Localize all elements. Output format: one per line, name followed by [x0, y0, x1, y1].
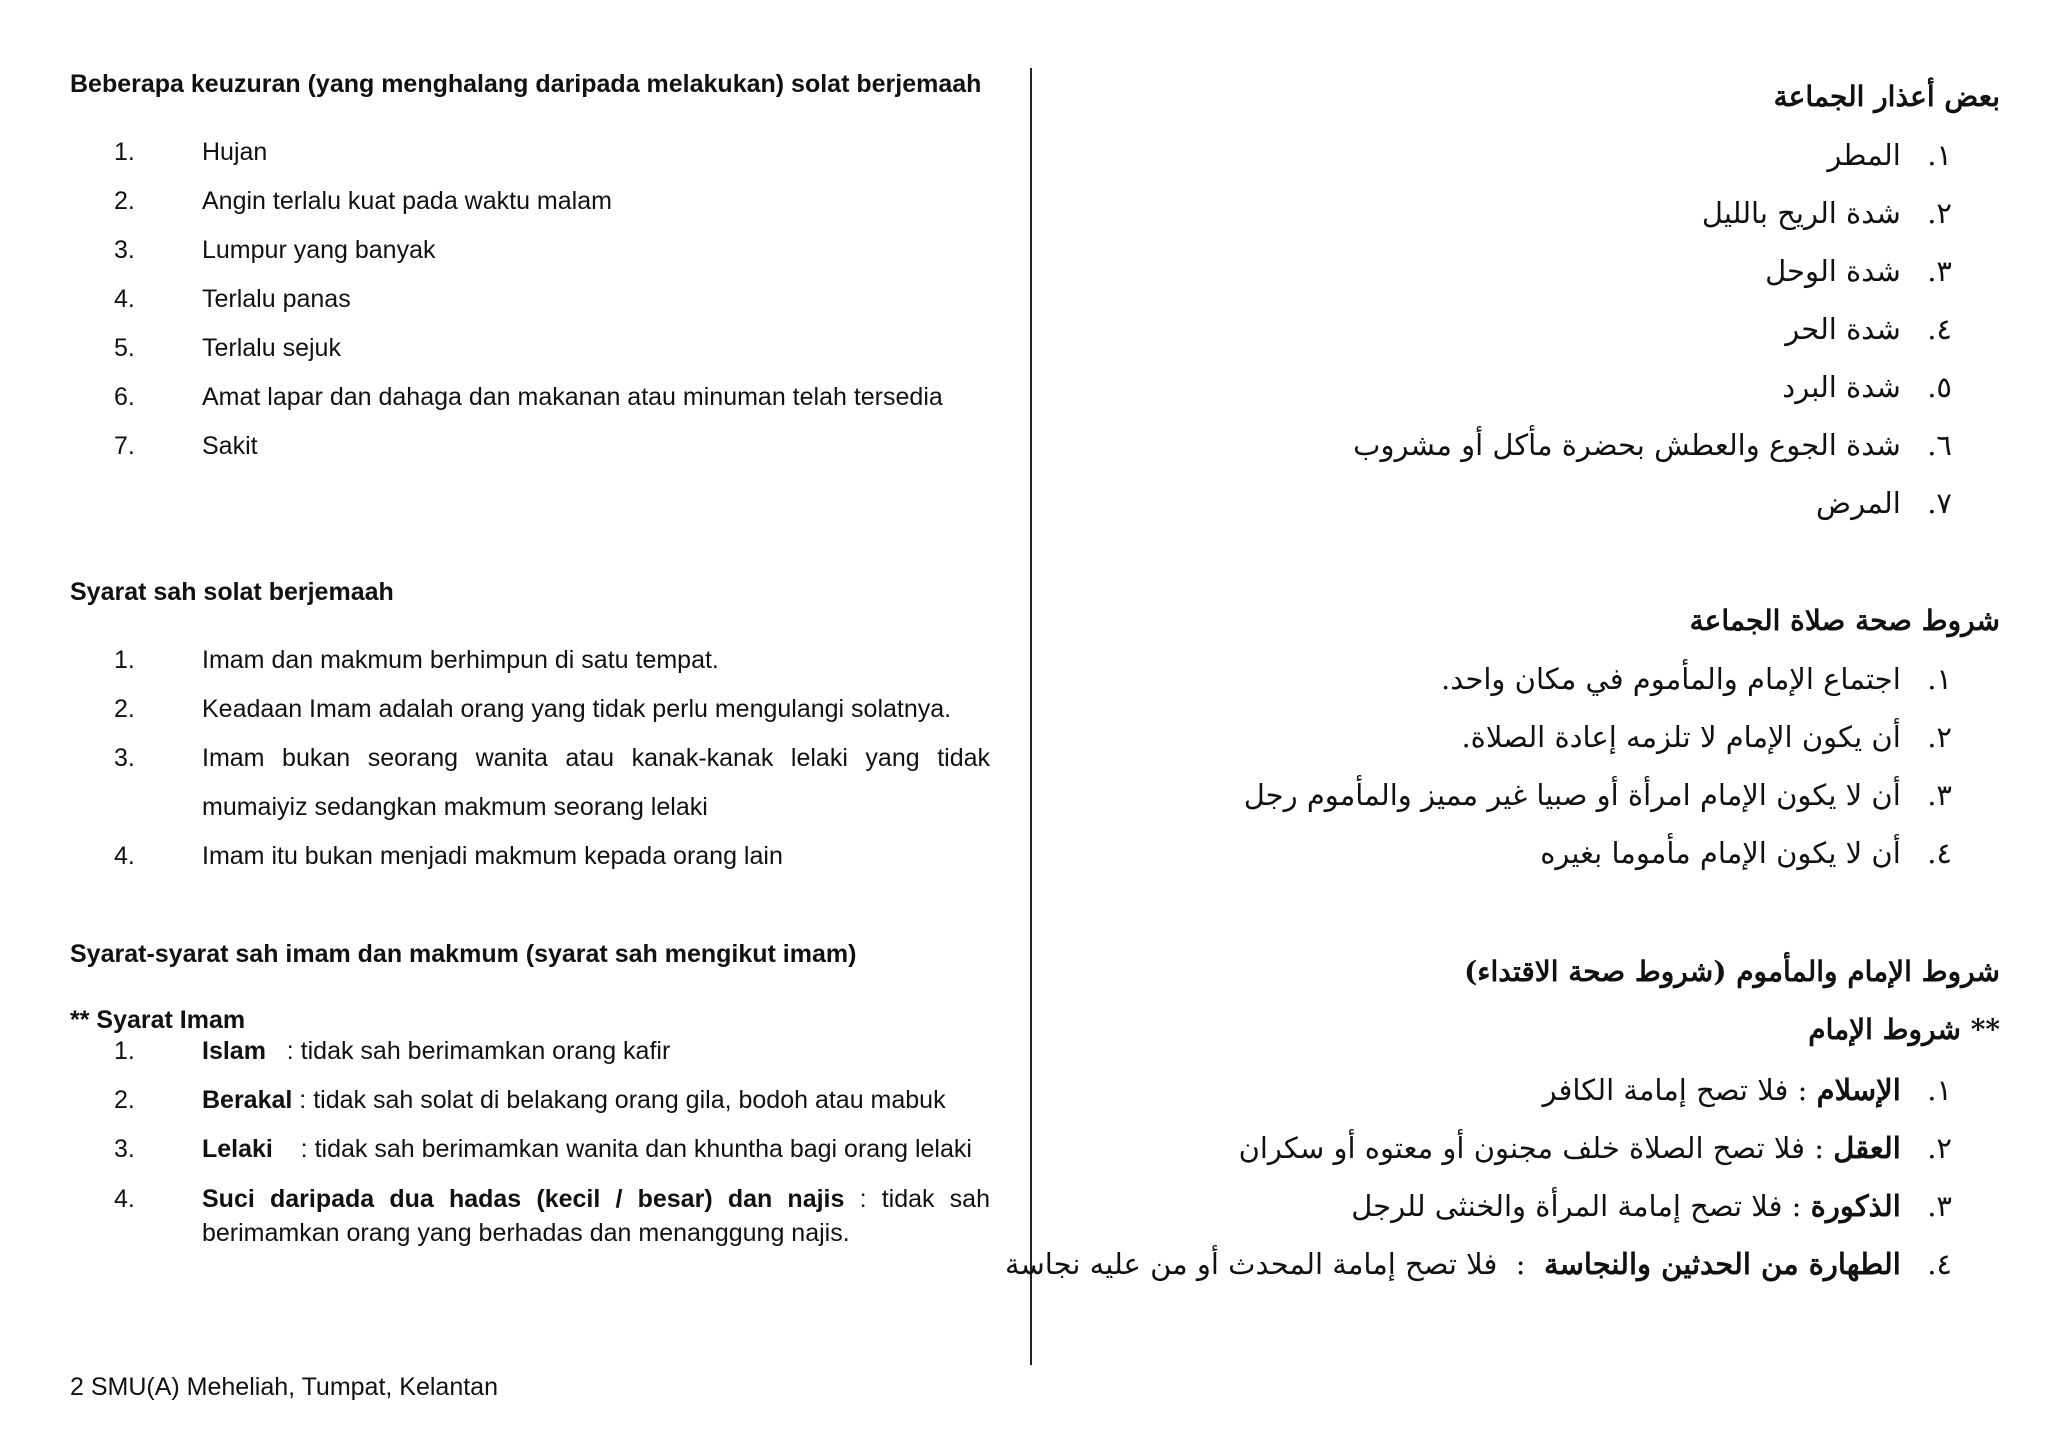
item-number: 7. [114, 432, 135, 460]
item-number: 2. [114, 187, 135, 215]
column-divider [1030, 68, 1032, 1365]
list-item [1782, 370, 1952, 404]
arabic-section3-subtitle: ** شروط الإمام [1808, 1013, 2000, 1046]
item-number: 4. [114, 285, 135, 313]
item-separator: : [265, 1037, 301, 1065]
item-text: شدة الوحل [1765, 254, 1901, 288]
item-number: 3. [114, 236, 135, 264]
item-text: Terlalu panas [202, 285, 351, 313]
malay-section2-title: Syarat sah solat berjemaah [70, 578, 394, 606]
item-number: 6. [114, 383, 135, 411]
item-description: tidak sah berimamkan wanita dan khuntha bagi orang lelaki [314, 1135, 972, 1163]
item-text: Lumpur yang banyak [202, 236, 436, 264]
item-number: 4. [114, 842, 135, 870]
list-item [1702, 196, 1952, 230]
item-separator: : [1497, 1247, 1545, 1281]
item-text [202, 1027, 990, 1076]
item-text: Keadaan Imam adalah orang yang tidak perlu mengulangi solatnya. [202, 695, 952, 723]
item-number: 5. [114, 334, 135, 362]
list-item [1540, 836, 1952, 870]
item-text [202, 1076, 990, 1125]
item-number: ٣. [1927, 1189, 1952, 1223]
item-text: أن يكون الإمام لا تلزمه إعادة الصلاة. [1461, 720, 1901, 754]
item-text: Imam itu bukan menjadi makmum kepada orang lain [202, 842, 783, 870]
item-term: Suci daripada dua hadas (kecil / besar) dan najis [202, 1185, 845, 1213]
item-text: Terlalu sejuk [202, 334, 341, 362]
item-text: Imam bukan seorang wanita atau kanak-kanak lelaki yang tidak mumaiyiz sedangkan makmum seorang lelaki [202, 744, 990, 821]
item-separator: : [844, 1185, 882, 1213]
item-number: 2. [114, 695, 135, 723]
item-number: ٧. [1927, 486, 1952, 520]
item-term: Islam [202, 1037, 266, 1065]
item-separator: : [1788, 1073, 1817, 1107]
item-description: tidak sah berimamkan orang yang berhadas dan menanggung najis. [202, 1185, 990, 1247]
item-separator: : [1782, 1189, 1811, 1223]
item-number: ١. [1927, 1073, 1952, 1107]
item-text: Angin terlalu kuat pada waktu malam [202, 187, 612, 215]
item-description: فلا تصح إمامة الكافر [1542, 1073, 1789, 1107]
item-number: 1. [114, 138, 135, 166]
item-description: tidak sah berimamkan orang kafir [300, 1037, 671, 1065]
item-number: 1. [114, 646, 135, 674]
item-number: ٤. [1927, 1247, 1952, 1281]
list-item [1785, 312, 1952, 346]
arabic-section2-title: شروط صحة صلاة الجماعة [1689, 604, 2000, 637]
item-term: Lelaki [202, 1135, 273, 1163]
item-number: ٢. [1927, 720, 1952, 754]
item-text: شدة الحر [1785, 312, 1901, 346]
item-number: ١. [1927, 138, 1952, 172]
item-number: ٢. [1927, 1131, 1952, 1165]
item-text: المطر [1827, 138, 1901, 172]
item-text: المرض [1816, 486, 1901, 520]
item-text: Imam dan makmum berhimpun di satu tempat. [202, 646, 719, 674]
item-text: أن لا يكون الإمام مأموما بغيره [1540, 836, 1901, 870]
arabic-section1-title: بعض أعذار الجماعة [1773, 80, 2000, 113]
arabic-section3-title: شروط الإمام والمأموم (شروط صحة الاقتداء) [1464, 955, 2000, 988]
item-term: الذكورة [1810, 1189, 1901, 1223]
item-separator: : [292, 1086, 314, 1114]
item-text: أن لا يكون الإمام امرأة أو صبيا غير مميز والمأموم رجل [1243, 778, 1901, 812]
item-term: الإسلام [1816, 1073, 1901, 1107]
item-text: شدة البرد [1782, 370, 1901, 404]
item-number: ٤. [1927, 312, 1952, 346]
item-text: Amat lapar dan dahaga dan makanan atau minuman telah tersedia [202, 383, 943, 411]
list-item [1765, 254, 1952, 288]
malay-section1-title: Beberapa keuzuran (yang menghalang daripada melakukan) solat berjemaah [70, 70, 982, 98]
list-item [1543, 1073, 1952, 1107]
item-text [202, 1182, 990, 1250]
list-item [1239, 1131, 1952, 1165]
item-number: 2. [114, 1086, 135, 1114]
item-text: شدة الجوع والعطش بحضرة مأكل أو مشروب [1353, 428, 1901, 462]
item-number: ٦. [1927, 428, 1952, 462]
item-number: ٣. [1927, 778, 1952, 812]
item-number: 3. [114, 744, 135, 772]
item-term: العقل [1833, 1131, 1901, 1165]
item-number: ٥. [1927, 370, 1952, 404]
list-item [1005, 1247, 1952, 1281]
item-number: ١. [1927, 662, 1952, 696]
item-text: اجتماع الإمام والمأموم في مكان واحد. [1441, 662, 1901, 696]
item-term: Berakal [202, 1086, 293, 1114]
item-number: ٤. [1927, 836, 1952, 870]
item-number: 4. [114, 1185, 135, 1213]
item-term: الطهارة من الحدثين والنجاسة [1544, 1247, 1901, 1281]
item-text [202, 1125, 990, 1174]
item-text: شدة الريح بالليل [1701, 196, 1901, 230]
item-separator: : [272, 1135, 315, 1163]
list-item [1353, 428, 1952, 462]
item-description: فلا تصح الصلاة خلف مجنون أو معتوه أو سكران [1238, 1131, 1806, 1165]
list-item [1816, 486, 1952, 520]
item-number: 1. [114, 1037, 135, 1065]
list-item [1461, 720, 1952, 754]
list-item [1827, 138, 1952, 172]
item-text: Sakit [202, 432, 258, 460]
item-separator: : [1805, 1131, 1834, 1165]
item-description: فلا تصح إمامة المرأة والخنثى للرجل [1351, 1189, 1783, 1223]
list-item [1244, 778, 1952, 812]
list-item [1351, 1189, 1952, 1223]
malay-section3-subtitle: ** Syarat Imam [70, 1006, 246, 1034]
item-number: 3. [114, 1135, 135, 1163]
item-description: فلا تصح إمامة المحدث أو من عليه نجاسة [1004, 1247, 1498, 1281]
list-item [1441, 662, 1952, 696]
item-text: Hujan [202, 138, 268, 166]
item-description: tidak sah solat di belakang orang gila, bodoh atau mabuk [313, 1086, 946, 1114]
malay-section3-title: Syarat-syarat sah imam dan makmum (syarat sah mengikut imam) [70, 940, 857, 968]
item-number: ٣. [1927, 254, 1952, 288]
item-number: ٢. [1927, 196, 1952, 230]
page-footer: 2 SMU(A) Meheliah, Tumpat, Kelantan [70, 1373, 498, 1401]
